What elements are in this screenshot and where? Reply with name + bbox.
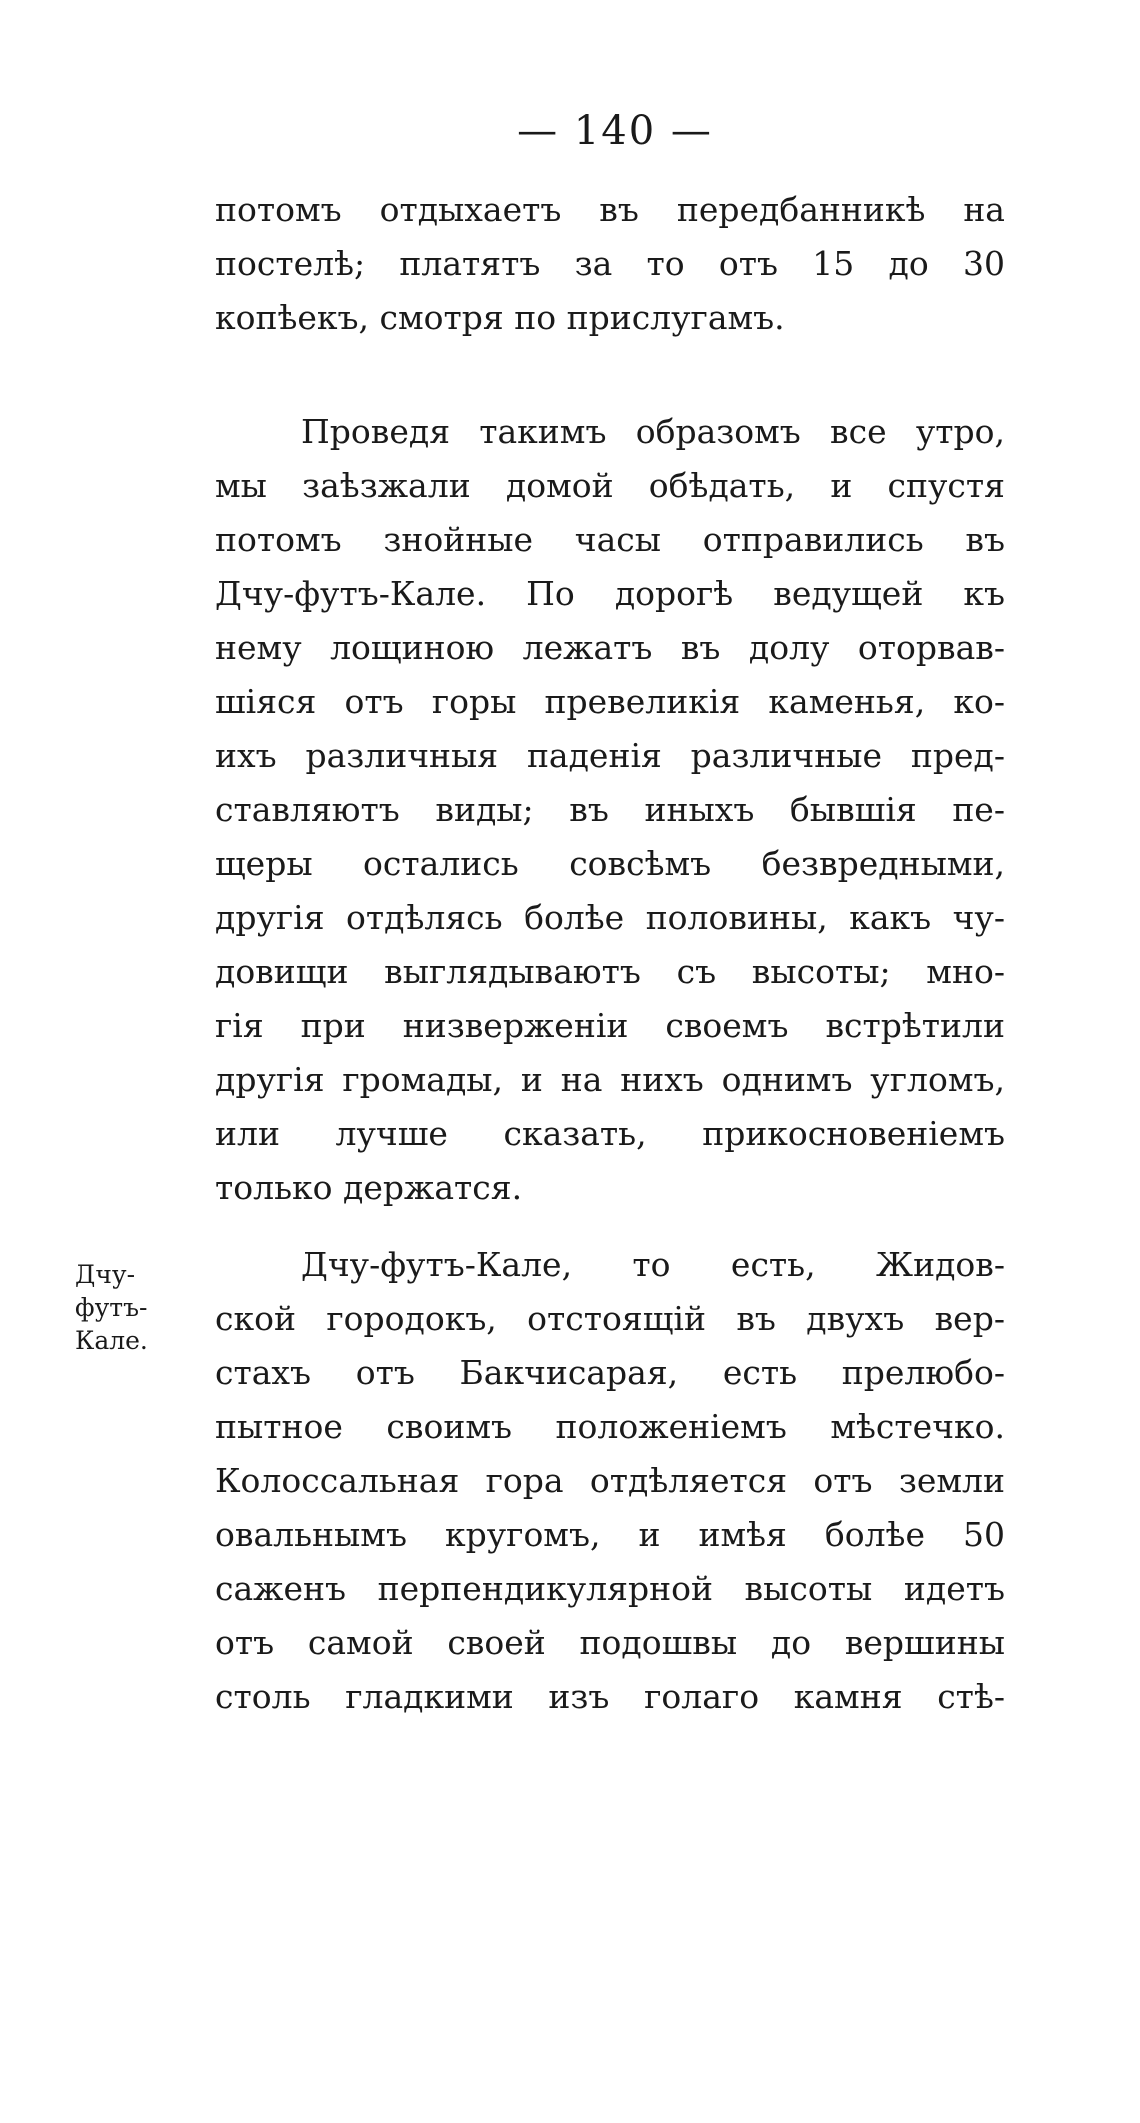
- text-line: Дчу-футъ-Кале, то есть, Жидов-: [301, 1245, 1005, 1284]
- text-line: копѣекъ, смотря по прислугамъ.: [215, 298, 785, 337]
- margin-note-line: Дчу-: [75, 1260, 136, 1289]
- text-line: только держатся.: [215, 1168, 523, 1207]
- paragraph-continued: [215, 183, 1005, 345]
- paragraph-chufut-kale: [215, 1238, 1005, 1724]
- text-line: потомъ знойные часы отправились въ: [215, 520, 1005, 559]
- text-line: Колоссальная гора отдѣляется отъ земли: [215, 1461, 1005, 1500]
- text-line: саженъ перпендикулярной высоты идетъ: [215, 1569, 1005, 1608]
- text-line: Дчу-футъ-Кале. По дорогѣ ведущей къ: [215, 574, 1005, 613]
- text-line: другія громады, и на нихъ однимъ угломъ,: [215, 1060, 1005, 1099]
- text-line: мы заѣзжали домой обѣдать, и спустя: [215, 466, 1005, 505]
- text-line: отъ самой своей подошвы до вершины: [215, 1623, 1005, 1662]
- text-line: нему лощиною лежатъ въ долу оторвав-: [215, 628, 1005, 667]
- text-line: шіяся отъ горы превеликія каменья, ко-: [215, 682, 1005, 721]
- text-line: другія отдѣлясь болѣе половины, какъ чу-: [215, 898, 1005, 937]
- text-line: Проведя такимъ образомъ все утро,: [301, 412, 1005, 451]
- text-line: пытное своимъ положеніемъ мѣстечко.: [215, 1407, 1005, 1446]
- text-line: постелѣ; платятъ за то отъ 15 до 30: [215, 244, 1005, 283]
- paragraph-rock-falls: [215, 405, 1005, 1215]
- text-line: овальнымъ кругомъ, и имѣя болѣе 50: [215, 1515, 1005, 1554]
- text-line: щеры остались совсѣмъ безвредными,: [215, 844, 1005, 883]
- margin-note-line: футъ-: [75, 1293, 148, 1322]
- text-line: или лучше сказать, прикосновеніемъ: [215, 1114, 1005, 1153]
- page-number: — 140 —: [517, 108, 713, 154]
- text-line: стахъ отъ Бакчисарая, есть прелюбо-: [215, 1353, 1005, 1392]
- margin-note: [75, 1258, 210, 1357]
- text-line: довищи выглядываютъ съ высоты; мно-: [215, 952, 1005, 991]
- text-line: столь гладкими изъ голаго камня стѣ-: [215, 1677, 1005, 1716]
- text-line: ской городокъ, отстоящій въ двухъ вер-: [215, 1299, 1005, 1338]
- text-line: ихъ различныя паденія различные пред-: [215, 736, 1005, 775]
- text-line: ставляютъ виды; въ иныхъ бывшія пе-: [215, 790, 1005, 829]
- text-line: гія при низверженіи своемъ встрѣтили: [215, 1006, 1005, 1045]
- margin-note-line: Кале.: [75, 1326, 148, 1355]
- text-line: потомъ отдыхаетъ въ передбанникѣ на: [215, 190, 1005, 229]
